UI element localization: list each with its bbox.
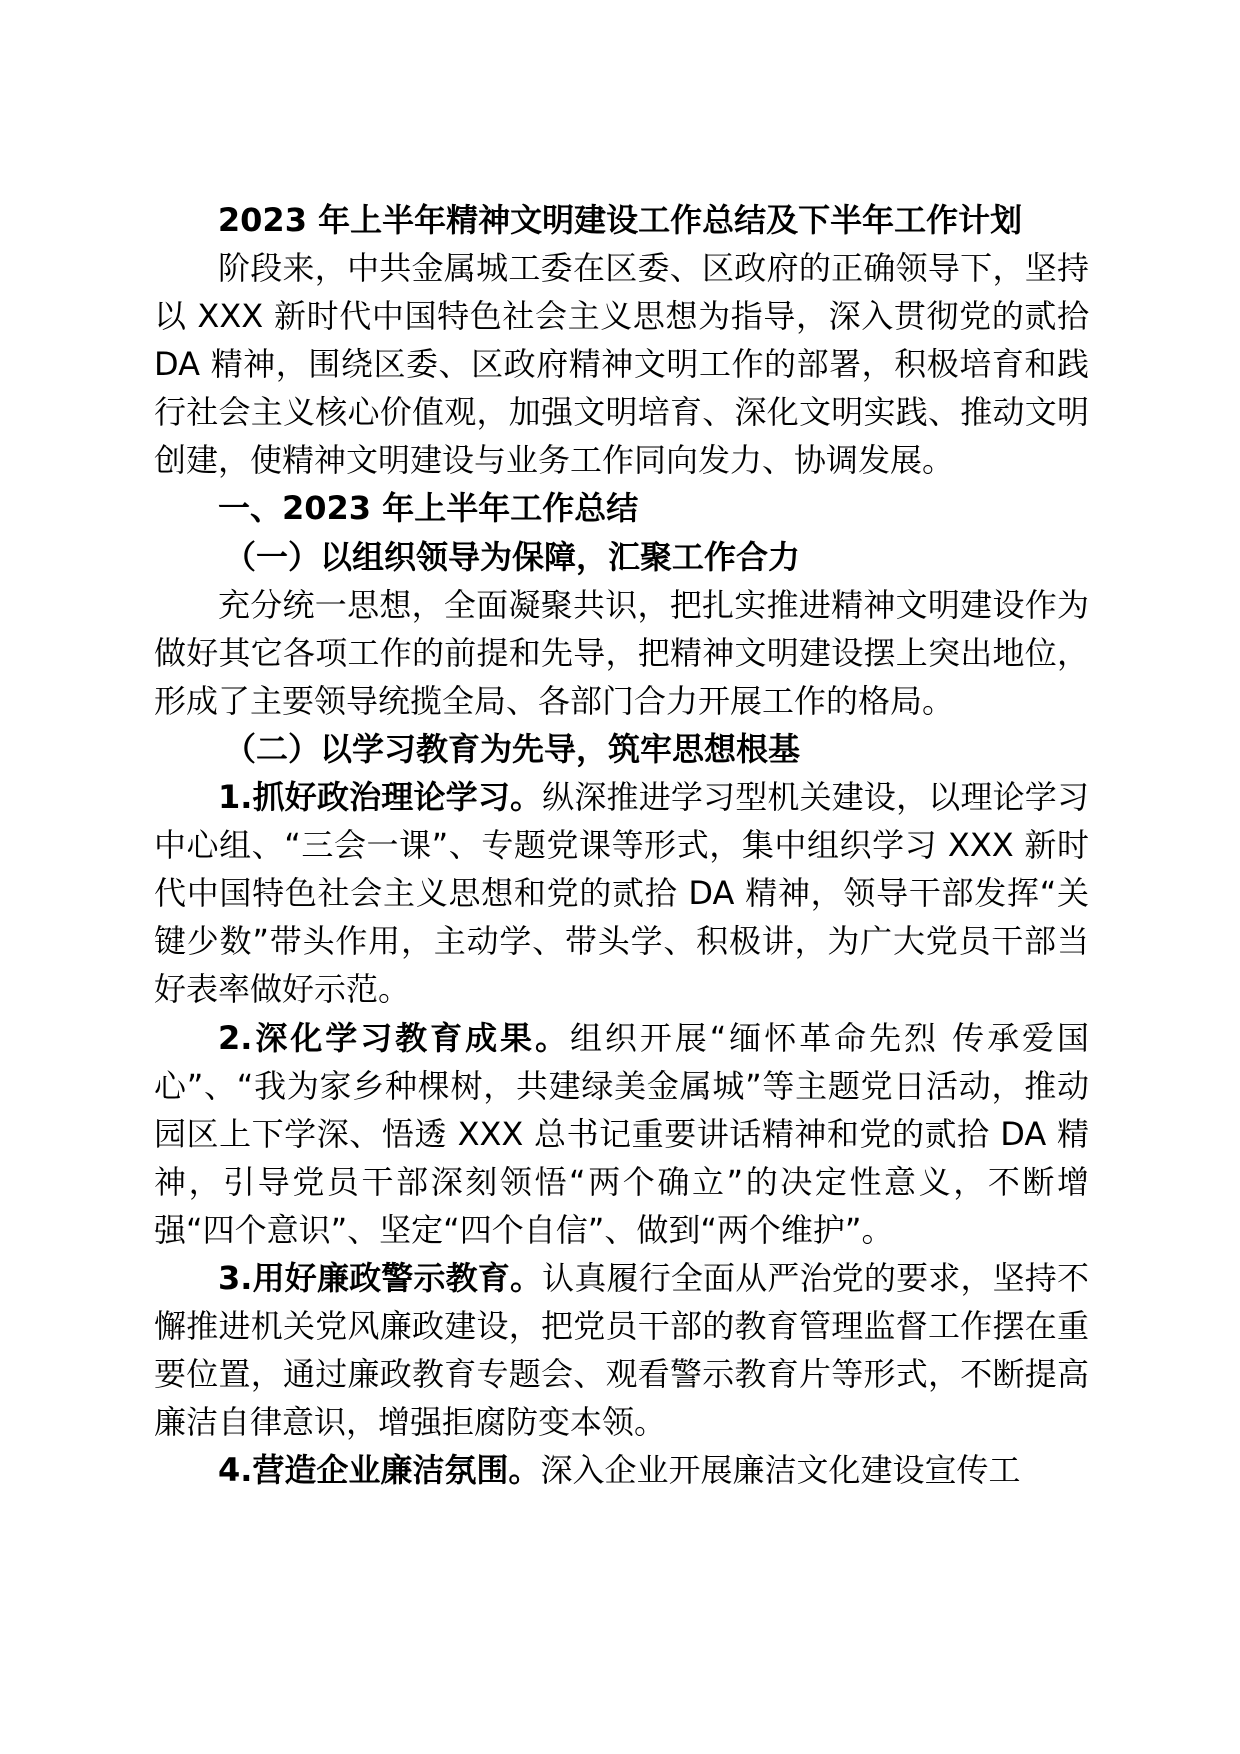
item-text: 认真履行全面从严治党的要求，坚持不懈推进机关党风廉政建设，把党员干部的教育管理监督工作摆在重要位置，通过廉政教育专题会、观看警示教育片等形式，不断提高廉洁自律意识，增强拒腐防变本领。	[154, 1258, 1089, 1442]
list-item	[154, 773, 1089, 1013]
item-lead: 1.抓好政治理论学习。	[218, 778, 543, 817]
item-lead: 4.营造企业廉洁氛围。	[218, 1451, 541, 1490]
subsection-heading-2: （二）以学习教育为先导，筑牢思想根基	[224, 729, 801, 768]
item-lead: 2.深化学习教育成果。	[218, 1018, 570, 1057]
intro-paragraph: 阶段来，中共金属城工委在区委、区政府的正确领导下，坚持以 XXX 新时代中国特色社会主义思想为指导，深入贯彻党的贰拾 DA 精神，围绕区委、区政府精神文明工作的部署，积极培育和践行社会主义核心价值观，加强文明培育、深化文明实践、推动文明创建，使精神文明建设与业务工作同向发力、协调发展。	[154, 249, 1089, 480]
list-item	[154, 1446, 1089, 1494]
list-item	[154, 1254, 1089, 1446]
subsection-heading-1: （一）以组织领导为保障，汇聚工作合力	[224, 537, 801, 576]
subsection-paragraph-1: 充分统一思想，全面凝聚共识，把扎实推进精神文明建设作为做好其它各项工作的前提和先导，把精神文明建设摆上突出地位，形成了主要领导统揽全局、各部门合力开展工作的格局。	[154, 585, 1089, 720]
list-item	[154, 1014, 1089, 1254]
document-title: 2023 年上半年精神文明建设工作总结及下半年工作计划	[217, 201, 1023, 239]
item-text: 纵深推进学习型机关建设，以理论学习中心组、“三会一课”、专题党课等形式，集中组织学习 XXX 新时代中国特色社会主义思想和党的贰拾 DA 精神，领导干部发挥“关键少数”带头作用，主动学、带头学、积极讲，为广大党员干部当好表率做好示范。	[154, 778, 1089, 1009]
document-body	[154, 244, 1089, 1494]
item-text: 组织开展“缅怀革命先烈 传承爱国心”、“我为家乡种棵树，共建绿美金属城”等主题党日活动，推动园区上下学深、悟透 XXX 总书记重要讲话精神和党的贰拾 DA 精神，引导党员干部深刻领悟“两个确立”的决定性意义，不断增强“四个意识”、坚定“四个自信”、做到“两个维护”。	[154, 1018, 1089, 1249]
item-lead: 3.用好廉政警示教育。	[218, 1258, 543, 1297]
item-text: 深入企业开展廉洁文化建设宣传工	[540, 1451, 1021, 1490]
section-heading: 一、2023 年上半年工作总结	[218, 489, 639, 528]
